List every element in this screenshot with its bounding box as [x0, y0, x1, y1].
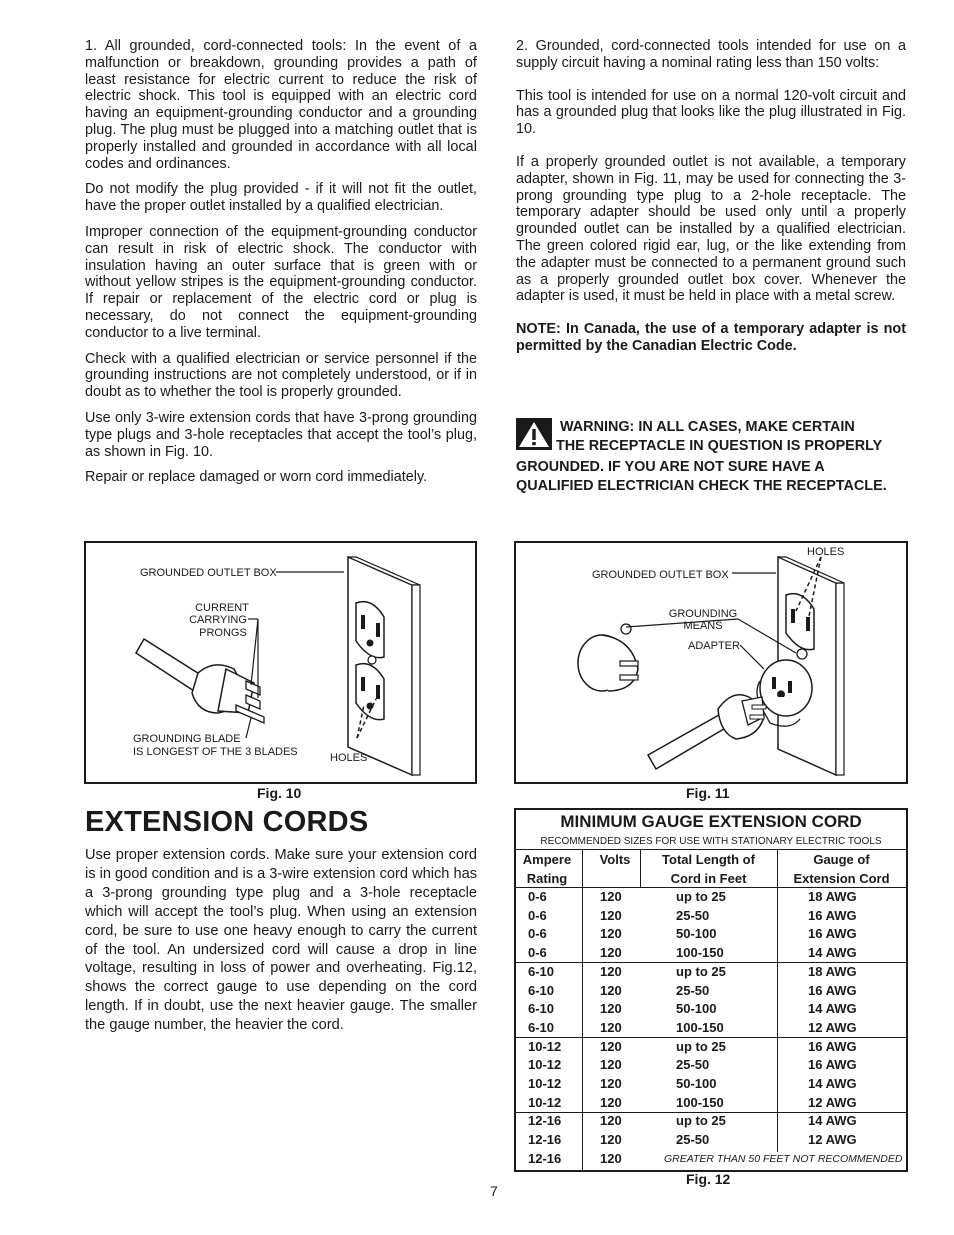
cell-ampere: 0-6: [528, 926, 547, 942]
warning-line-3: GROUNDED. IF YOU ARE NOT SURE HAVE A: [516, 459, 825, 475]
cell-not-recommended-note: GREATER THAN 50 FEET NOT RECOMMENDED: [664, 1153, 903, 1165]
paragraph-120v-circuit: This tool is intended for use on a normal 120-volt circuit and has a grounded plug that looks like the plug illustrated in Fig. 10.: [516, 87, 906, 138]
table-row: [516, 944, 906, 963]
page-number: 7: [490, 1183, 498, 1199]
cell-length: up to 25: [676, 1113, 726, 1129]
cell-volts: 120: [600, 963, 622, 979]
cell-volts: 120: [600, 1113, 622, 1129]
table-row: [516, 982, 906, 1001]
extension-cords-paragraph: Use proper extension cords. Make sure your extension cord is in good condition and is a 3-wire extension cord which has a 3-prong grounding type plug and a 3-hole receptacle which will accept the tool’s plug. When using an extension cord, be sure to use one heavy enough to carry the current of the tool. An undersized cord will cause a drop in line voltage, resulting in loss of power and overheating. Fig.12, shows the correct gauge to use depending on the cord length. If in doubt, use the next heavier gauge. The smaller the gauge number, the heavier the cord.: [85, 847, 477, 1034]
table-row: [516, 925, 906, 944]
cell-length: 100-150: [676, 945, 724, 961]
cell-length: 25-50: [676, 1057, 710, 1073]
header-gauge-line-1: Gauge of: [813, 852, 870, 867]
cell-volts: 120: [600, 1038, 622, 1054]
fig10-prongs-label-2: CARRYING: [189, 614, 247, 626]
cell-gauge: 14 AWG: [808, 1113, 857, 1129]
table-row: [516, 888, 906, 907]
table-row-last: [516, 1150, 906, 1169]
cell-gauge: 14 AWG: [808, 1076, 857, 1091]
warning-triangle-icon: [516, 418, 552, 450]
cell-ampere: 10-12: [528, 1094, 562, 1110]
cell-gauge: 18 AWG: [808, 963, 857, 979]
cell-volts: 120: [600, 1057, 622, 1073]
warning-line-1: WARNING: IN ALL CASES, MAKE CERTAIN: [560, 419, 855, 435]
cell-gauge: 16 AWG: [808, 907, 857, 923]
header-length: [640, 850, 777, 888]
header-length-line-1: Total Length of: [662, 852, 755, 867]
paragraph-check-electrician: Check with a qualified electrician or service personnel if the grounding instructions are not completely understood, or if in doubt as to whether the tool is properly grounded.: [85, 350, 477, 401]
cell-gauge: 16 AWG: [808, 982, 857, 998]
cell-ampere: 0-6: [528, 945, 547, 961]
fig11-holes-label: HOLES: [807, 546, 845, 558]
cell-volts: 120: [600, 982, 622, 998]
paragraph-less-than-150v: 2. Grounded, cord-connected tools intended for use on a supply circuit having a nominal rating less than 150 volts:: [516, 38, 906, 71]
header-ampere: [516, 850, 578, 888]
cell-gauge: 16 AWG: [808, 1038, 857, 1054]
cell-gauge: 14 AWG: [808, 1001, 857, 1017]
cell-gauge: 18 AWG: [808, 889, 857, 904]
cell-length: up to 25: [676, 963, 726, 979]
table-row: [516, 1000, 906, 1019]
table-row: [516, 1094, 906, 1113]
header-length-line-2: Cord in Feet: [670, 871, 747, 886]
table-row: [516, 1056, 906, 1075]
header-gauge-line-2: Extension Cord: [793, 871, 890, 886]
fig11-caption: Fig. 11: [686, 785, 730, 801]
cell-ampere: 0-6: [528, 889, 547, 904]
cell-length: 50-100: [676, 1076, 717, 1091]
cell-ampere: 6-10: [528, 1001, 555, 1017]
fig10-prongs-label-1: CURRENT: [195, 602, 249, 614]
paragraph-use-3-wire: Use only 3-wire extension cords that have 3-prong grounding type plugs and 3-hole receptacles that accept the tool’s plug, as shown in Fig. 10.: [85, 409, 477, 460]
paragraph-temporary-adapter: If a properly grounded outlet is not available, a temporary adapter, shown in Fig. 11, may be used for connecting the 3-prong grounding type plug to a 2-hole receptacle. The temporary adapter should be used only until a properly grounded outlet can be installed by a qualified electrician. The green colored rigid ear, lug, or the like extending from the adapter must be connected to a permanent ground such as a properly grounded outlet box cover. Whenever the adapter is used, it must be held in place with a metal screw.: [516, 153, 906, 305]
fig10-holes-label: HOLES: [330, 752, 368, 764]
cell-ampere: 12-16: [528, 1132, 562, 1148]
cell-gauge: 16 AWG: [808, 926, 857, 942]
cell-volts: 120: [600, 926, 622, 942]
cell-volts: 120: [600, 1132, 622, 1148]
paragraph-do-not-modify: Do not modify the plug provided - if it will not fit the outlet, have the proper outlet installed by a qualified electrician.: [85, 181, 477, 215]
fig10-illustration: [84, 541, 477, 784]
fig11-illustration: [514, 541, 908, 784]
cell-length: up to 25: [676, 889, 726, 904]
table-row: [516, 1131, 906, 1150]
fig10-caption: Fig. 10: [257, 785, 302, 801]
extension-cords-body: [85, 846, 477, 1035]
table-row: [516, 1019, 906, 1038]
table-row: [516, 1075, 906, 1094]
cell-ampere: 0-6: [528, 907, 547, 923]
cell-length: 50-100: [676, 926, 717, 942]
cell-ampere: 12-16: [528, 1113, 562, 1129]
fig11-outlet-box-label: GROUNDED OUTLET BOX: [592, 569, 729, 581]
cell-ampere: 10-12: [528, 1057, 562, 1073]
cell-ampere: 12-16: [528, 1151, 562, 1166]
header-ampere-line-1: Ampere: [522, 852, 572, 867]
paragraph-canada-note: NOTE: In Canada, the use of a temporary adapter is not permitted by the Canadian Electric Code.: [516, 321, 906, 354]
table-row: [516, 907, 906, 926]
header-volts: Volts: [599, 852, 631, 867]
cell-gauge: 12 AWG: [808, 1132, 857, 1148]
cell-gauge: 16 AWG: [808, 1057, 857, 1073]
cell-length: 25-50: [676, 982, 710, 998]
fig11-grounding-means-label-1: GROUNDING: [668, 608, 738, 620]
fig12-caption: Fig. 12: [686, 1171, 731, 1187]
right-text-column: [516, 38, 906, 355]
warning-line-2: THE RECEPTACLE IN QUESTION IS PROPERLY: [556, 438, 883, 454]
fig10-outlet-box-label: GROUNDED OUTLET BOX: [140, 567, 277, 579]
cell-ampere: 6-10: [528, 982, 555, 998]
cell-length: 100-150: [676, 1019, 724, 1035]
cell-volts: 120: [600, 907, 622, 923]
cell-volts: 120: [600, 1151, 622, 1166]
fig10-prongs-label-3: PRONGS: [199, 627, 247, 639]
cell-volts: 120: [600, 1076, 622, 1091]
cell-volts: 120: [600, 1019, 622, 1035]
fig11-adapter-label: ADAPTER: [688, 640, 740, 652]
fig10-blade-label-1: GROUNDING BLADE: [133, 733, 241, 745]
cell-ampere: 10-12: [528, 1038, 562, 1054]
paragraph-improper-connection: Improper connection of the equipment-grounding conductor can result in risk of electric shock. The conductor with insulation having an outer surface that is green with or without yellow stripes is the equipment-grounding conductor. If repair or replacement of the electric cord or plug is necessary, do not connect the equipment-grounding conductor to a live terminal.: [85, 223, 477, 341]
cell-length: 50-100: [676, 1001, 717, 1017]
table-subtitle: RECOMMENDED SIZES FOR USE WITH STATIONARY ELECTRIC TOOLS: [540, 836, 882, 847]
left-text-column: [85, 38, 477, 486]
cell-length: up to 25: [676, 1038, 726, 1054]
cell-ampere: 6-10: [528, 1019, 555, 1035]
paragraph-repair-cord: Repair or replace damaged or worn cord immediately.: [85, 469, 428, 486]
cell-volts: 120: [600, 889, 622, 904]
cell-volts: 120: [600, 945, 622, 961]
header-gauge: [777, 850, 906, 888]
cell-length: 100-150: [676, 1094, 724, 1110]
table-title: MINIMUM GAUGE EXTENSION CORD: [560, 812, 862, 831]
table-row: [516, 963, 906, 982]
paragraph-grounded-tools: 1. All grounded, cord-connected tools: In the event of a malfunction or breakdown, grounding provides a path of least resistance for electric current to reduce the risk of electric shock. This tool is equipped with an electric cord having an equipment-grounding conductor and a grounding plug. The plug must be plugged into a matching outlet that is properly installed and grounded in accordance with all local codes and ordinances.: [85, 38, 477, 172]
cell-ampere: 10-12: [528, 1076, 562, 1091]
fig10-blade-label-2: IS LONGEST OF THE 3 BLADES: [133, 746, 298, 758]
extension-cords-heading: EXTENSION CORDS: [85, 806, 369, 838]
table-row: [516, 1038, 906, 1057]
cell-gauge: 12 AWG: [808, 1019, 857, 1035]
cell-volts: 120: [600, 1001, 622, 1017]
warning-line-4: QUALIFIED ELECTRICIAN CHECK THE RECEPTACLE.: [516, 478, 887, 494]
cell-volts: 120: [600, 1094, 622, 1110]
header-ampere-line-2: Rating: [526, 871, 568, 886]
cell-gauge: 12 AWG: [808, 1094, 857, 1110]
cell-ampere: 6-10: [528, 963, 555, 979]
cell-length: 25-50: [676, 907, 710, 923]
cell-gauge: 14 AWG: [808, 945, 857, 961]
table-row: [516, 1112, 906, 1131]
fig11-grounding-means-label-2: MEANS: [683, 620, 723, 632]
cell-length: 25-50: [676, 1132, 710, 1148]
extension-cord-table: [514, 808, 908, 1172]
